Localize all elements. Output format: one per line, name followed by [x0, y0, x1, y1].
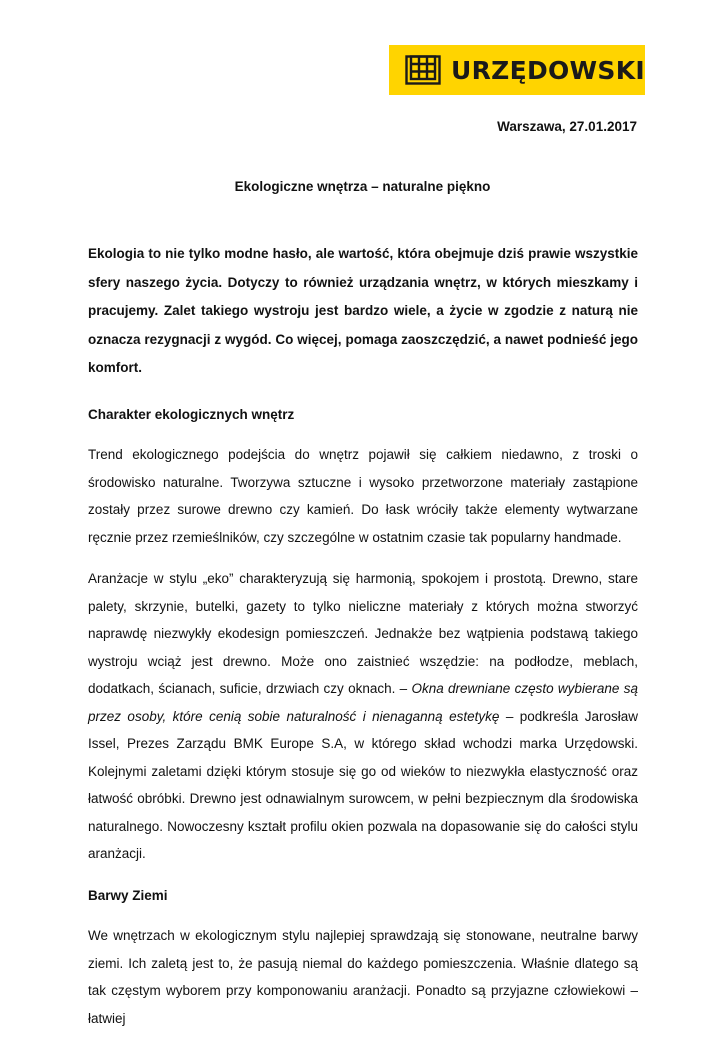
document-date: Warszawa, 27.01.2017	[497, 119, 637, 134]
paragraph-text: – podkreśla Jarosław Issel, Prezes Zarządu BMK Europe S.A, w którego skład wchodzi marka Urzędowski. Kolejnymi zaletami dzięki którym stosuje się go od wieków to niezwykła elastyczność oraz łatwość obróbki. Drewno jest odnawialnym surowcem, w pełni bezpiecznym dla środowiska naturalnego. Nowoczesny kształt profilu okien pozwala na dopasowanie się do całości stylu aranżacji.	[88, 708, 638, 861]
quote-text: Okna drewniane często wybierane są przez osoby, które cenią sobie naturalność i nienaganną estetykę	[88, 681, 638, 724]
paragraph-text: Aranżacje w stylu „eko” charakteryzują się harmonią, spokojem i prostotą. Drewno, stare palety, skrzynie, butelki, gazety to tylko nieliczne materiały z których można stworzyć naprawdę niezwykły ekodesign pomieszczeń. Jednakże bez wątpienia podstawą takiego wystroju wciąż jest drewno. Może ono zaistnieć wszędzie: na podłodze, meblach, dodatkach, ścianach, suficie, drzwiach czy oknach. –	[88, 571, 638, 696]
body-paragraph: We wnętrzach w ekologicznym stylu najlepiej sprawdzają się stonowane, neutralne barwy ziemi. Ich zaletą jest to, że pasują niemal do każdego pomieszczenia. Właśnie dlatego są tak częstym wyborem przy komponowaniu aranżacji. Ponadto są przyjazne człowiekowi – łatwiej	[88, 928, 638, 1026]
window-frame-icon	[405, 55, 441, 85]
section-heading-barwy: Barwy Ziemi	[88, 887, 168, 903]
brand-name: URZĘDOWSKI	[451, 55, 646, 85]
document-body	[88, 240, 638, 1046]
lead-paragraph: Ekologia to nie tylko modne hasło, ale wartość, która obejmuje dziś prawie wszystkie sfery naszego życia. Dotyczy to również urządzania wnętrz, w których mieszkamy i pracujemy. Zalet takiego wystroju jest bardzo wiele, a życie w zgodzie z naturą nie oznacza rezygnacji z wygód. Co więcej, pomaga zaoszczędzić, a nawet podnieść jego komfort.	[88, 246, 638, 375]
document-title: Ekologiczne wnętrza – naturalne piękno	[234, 179, 491, 194]
brand-logo	[389, 45, 645, 95]
section-heading-charakter: Charakter ekologicznych wnętrz	[88, 406, 295, 422]
body-paragraph: Trend ekologicznego podejścia do wnętrz pojawił się całkiem niedawno, z troski o środowisko naturalne. Tworzywa sztuczne i wysoko przetworzone materiały zastąpione zostały przez surowe drewno czy kamień. Do łask wróciły także elementy wytwarzane ręcznie przez rzemieślników, czy szczególne w ostatnim czasie tak popularny handmade.	[88, 447, 638, 545]
body-paragraph-with-quote	[88, 565, 638, 868]
